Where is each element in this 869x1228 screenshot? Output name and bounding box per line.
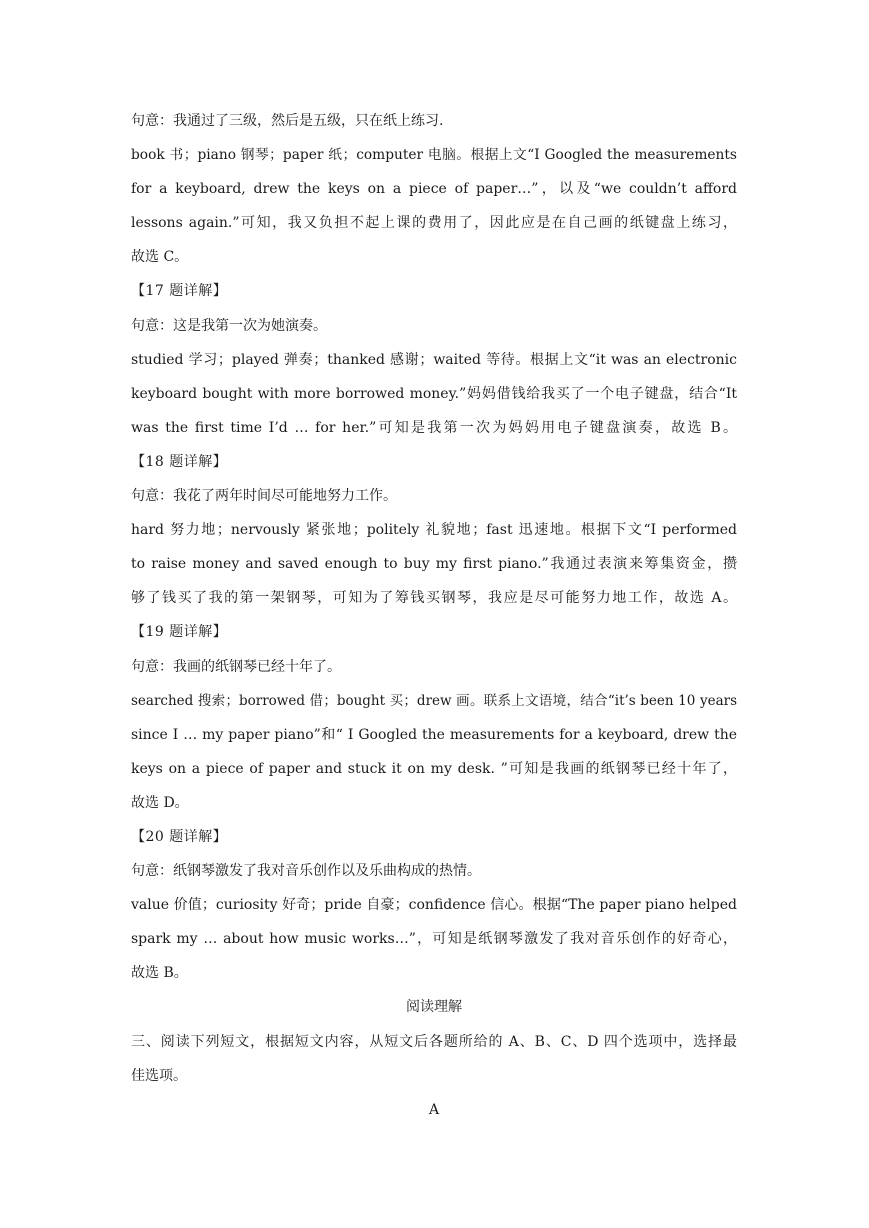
passage-label: A bbox=[428, 1101, 440, 1118]
text-line: to raise money and saved enough to buy my first piano.”我通过表演来筹集资金，攒 bbox=[131, 556, 737, 573]
text-line: 句意：我通过了三级，然后是五级，只在纸上练习. bbox=[131, 113, 444, 129]
section-heading-17: 【17 题详解】 bbox=[131, 283, 228, 300]
text-line: book 书；piano 钢琴；paper 纸；computer 电脑。根据上文“I Googled the measurements bbox=[131, 147, 737, 164]
text-line: 故选 C。 bbox=[131, 249, 189, 266]
text-line: was the first time I’d … for her.”可知是我第一次为妈妈用电子键盘演奏，故选 B。 bbox=[131, 419, 737, 436]
section-heading-20: 【20 题详解】 bbox=[131, 828, 228, 845]
text-line: 句意：这是我第一次为她演奏。 bbox=[131, 317, 327, 334]
text-line: since I … my paper piano”和“ I Googled the measurements for a keyboard, drew the bbox=[131, 726, 737, 743]
instruction-line: 三、阅读下列短文，根据短文内容，从短文后各题所给的 A、B、C、D 四个选项中，选择最 bbox=[131, 1033, 737, 1050]
section-heading-19: 【19 题详解】 bbox=[131, 624, 228, 641]
text-line: studied 学习；played 弹奏；thanked 感谢；waited 等待。根据上文“it was an electronic bbox=[131, 351, 737, 368]
text-line: searched 搜索；borrowed 借；bought 买；drew 画。联系上文语境，结合“it’s been 10 years bbox=[131, 692, 737, 709]
text-line: 句意：纸钢琴激发了我对音乐创作以及乐曲构成的热情。 bbox=[131, 863, 481, 880]
text-line: 句意：我花了两年时间尽可能地努力工作。 bbox=[131, 488, 397, 505]
text-line: spark my … about how music works…”，可知是纸钢琴激发了我对音乐创作的好奇心， bbox=[131, 931, 737, 948]
text-line: 句意：我画的纸钢琴已经十年了。 bbox=[131, 658, 341, 675]
text-line: 够了钱买了我的第一架钢琴，可知为了筹钱买钢琴，我应是尽可能努力地工作，故选 A。 bbox=[131, 590, 737, 607]
text-line: keyboard bought with more borrowed money.”妈妈借钱给我买了一个电子键盘，结合“It bbox=[131, 385, 737, 402]
text-line: lessons again.”可知，我又负担不起上课的费用了，因此应是在自己画的纸键盘上练习， bbox=[131, 215, 737, 232]
text-line: hard 努力地；nervously 紧张地；politely 礼貌地；fast 迅速地。根据下文“I performed bbox=[131, 522, 737, 539]
instruction-line: 佳选项。 bbox=[131, 1067, 187, 1084]
text-line: keys on a piece of paper and stuck it on my desk. ”可知是我画的纸钢琴已经十年了， bbox=[131, 760, 737, 777]
section-title-reading: 阅读理解 bbox=[406, 999, 462, 1016]
text-line: for a keyboard, drew the keys on a piece of paper…”，以及“we couldn’t afford bbox=[131, 181, 737, 198]
text-line: 故选 B。 bbox=[131, 965, 188, 982]
text-line: 故选 D。 bbox=[131, 794, 189, 811]
section-heading-18: 【18 题详解】 bbox=[131, 453, 228, 470]
text-line: value 价值；curiosity 好奇；pride 自豪；confidence 信心。根据“The paper piano helped bbox=[131, 897, 737, 914]
document-page bbox=[131, 104, 737, 1127]
